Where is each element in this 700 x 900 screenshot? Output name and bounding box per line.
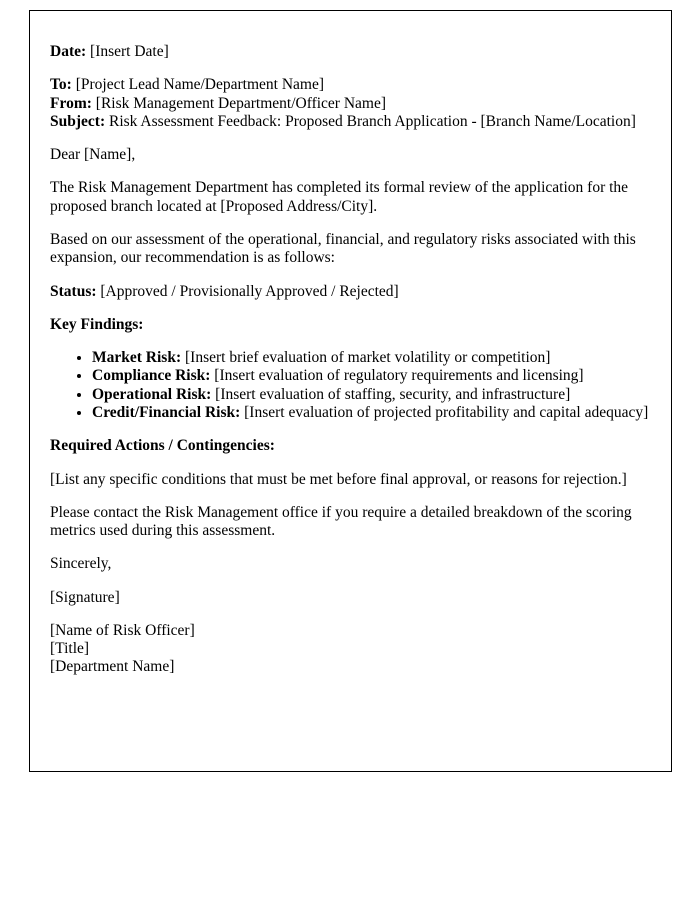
status-line (50, 283, 651, 301)
status-label: Status: (50, 282, 97, 300)
finding-value: [Insert evaluation of regulatory requirements and licensing] (214, 367, 584, 385)
to-value: [Project Lead Name/Department Name] (75, 76, 325, 94)
letter-document (29, 10, 672, 772)
finding-value: [Insert evaluation of projected profitability and capital adequacy] (244, 403, 649, 421)
finding-item-market-risk (92, 349, 651, 367)
date-label: Date: (50, 43, 87, 60)
paragraph-conditions: [List any specific conditions that must be met before final approval, or reasons for rejection.] (50, 470, 627, 488)
officer-name: [Name of Risk Officer] (50, 621, 195, 639)
from-line (50, 95, 651, 113)
finding-item-credit-financial-risk (92, 404, 651, 422)
signature-placeholder: [Signature] (50, 588, 120, 606)
finding-label: Compliance Risk: (92, 367, 211, 385)
from-value: [Risk Management Department/Officer Name] (95, 94, 387, 112)
officer-title: [Title] (50, 640, 90, 658)
subject-line (50, 113, 651, 131)
finding-label: Credit/Financial Risk: (92, 403, 241, 421)
letter-body (50, 43, 651, 677)
findings-list (50, 349, 651, 422)
paragraph-contact: Please contact the Risk Management office if you require a detailed breakdown of the scoring metrics used during this assessment. (50, 503, 632, 540)
key-findings-heading: Key Findings: (50, 315, 144, 333)
officer-department: [Department Name] (50, 658, 175, 676)
subject-value: Risk Assessment Feedback: Proposed Branch Application - [Branch Name/Location] (108, 112, 636, 130)
closing: Sincerely, (50, 555, 112, 573)
paragraph-assessment: Based on our assessment of the operational, financial, and regulatory risks associated with this expansion, our recommendation is as follows: (50, 230, 636, 267)
to-line (50, 76, 651, 94)
finding-value: [Insert brief evaluation of market volatility or competition] (185, 349, 551, 367)
date-value: [Insert Date] (90, 43, 169, 60)
salutation: Dear [Name], (50, 146, 136, 164)
paragraph-review: The Risk Management Department has completed its formal review of the application for the proposed branch located at [Proposed Address/City]. (50, 179, 629, 215)
required-actions-heading: Required Actions / Contingencies: (50, 437, 275, 455)
finding-value: [Insert evaluation of staffing, security, and infrastructure] (215, 385, 571, 403)
finding-item-operational-risk (92, 386, 651, 404)
finding-item-compliance-risk (92, 367, 651, 385)
finding-label: Operational Risk: (92, 385, 212, 403)
date-line (50, 43, 651, 61)
finding-label: Market Risk: (92, 349, 182, 367)
to-label: To: (50, 76, 72, 94)
from-label: From: (50, 94, 92, 112)
subject-label: Subject: (50, 112, 106, 130)
status-value: [Approved / Provisionally Approved / Rejected] (100, 282, 399, 300)
